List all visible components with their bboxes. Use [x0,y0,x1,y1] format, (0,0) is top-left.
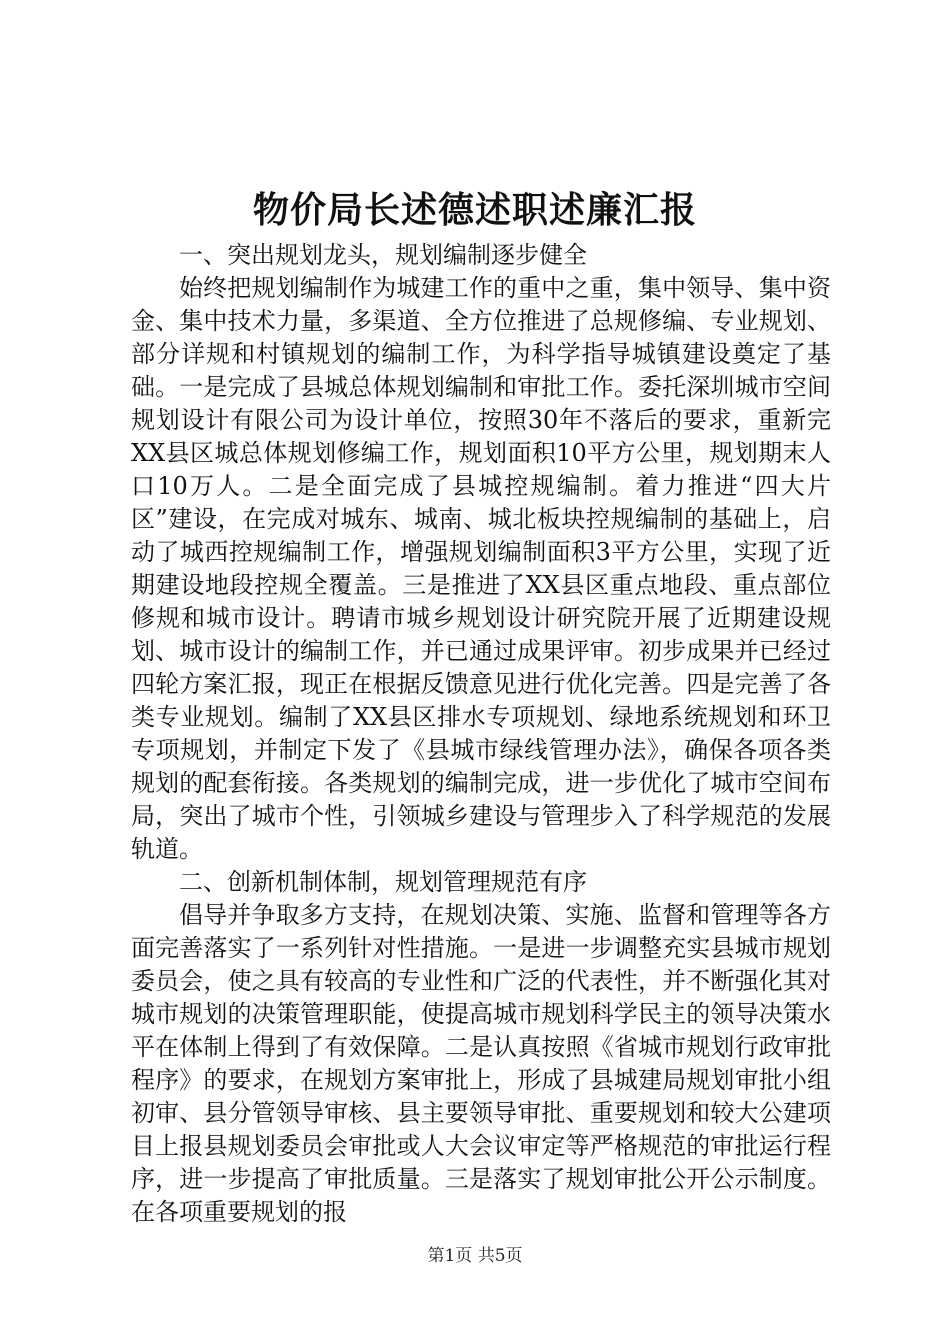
page-number-footer: 第1页 共5页 [427,1246,523,1266]
paragraph-2: 倡导并争取多方支持，在规划决策、实施、监督和管理等各方面完善落实了一系列针对性措施。一是进一步调整充实县城市规划委员会，使之具有较高的专业性和广泛的代表性，并不断强化其对城市规划的决策管理职能，使提高城市规划科学民主的领导决策水平在体制上得到了有效保障。二是认真按照《省城市规划行政审批程序》的要求，在规划方案审批上，形成了县城建局规划审批小组初审、县分管领导审核、县主要领导审批、重要规划和较大公建项目上报县规划委员会审批或人大会议审定等严格规范的审批运行程序，进一步提高了审批质量。三是落实了规划审批公开公示制度。在各项重要规划的报 [131,901,831,1226]
section-heading-1: 一、突出规划龙头，规划编制逐步健全 [179,241,587,269]
document-title: 物价局长述德述职述廉汇报 [252,189,697,231]
paragraph-1: 始终把规划编制作为城建工作的重中之重，集中领导、集中资金、集中技术力量，多渠道、全方位推进了总规修编、专业规划、部分详规和村镇规划的编制工作，为科学指导城镇建设奠定了基础。一是完成了县城总体规划编制和审批工作。委托深圳城市空间规划设计有限公司为设计单位，按照30年不落后的要求，重新完XX县区城总体规划修编工作，规划面积10平方公里，规划期末人口10万人。二是全面完成了县城控规编制。着力推进“四大片区”建设，在完成对城东、城南、城北板块控规编制的基础上，启动了城西控规编制工作，增强规划编制面积3平方公里，实现了近期建设地段控规全覆盖。三是推进了XX县区重点地段、重点部位修规和城市设计。聘请市城乡规划设计研究院开展了近期建设规划、城市设计的编制工作，并已通过成果评审。初步成果并已经过四轮方案汇报，现正在根据反馈意见进行优化完善。四是完善了各类专业规划。编制了XX县区排水专项规划、绿地系统规划和环卫专项规划，并制定下发了《县城市绿线管理办法》，确保各项各类规划的配套衔接。各类规划的编制完成，进一步优化了城市空间布局，突出了城市个性，引领城乡建设与管理步入了科学规范的发展轨道。 [131,274,831,863]
section-heading-2: 二、创新机制体制，规划管理规范有序 [179,868,587,896]
document-body [131,239,831,1229]
